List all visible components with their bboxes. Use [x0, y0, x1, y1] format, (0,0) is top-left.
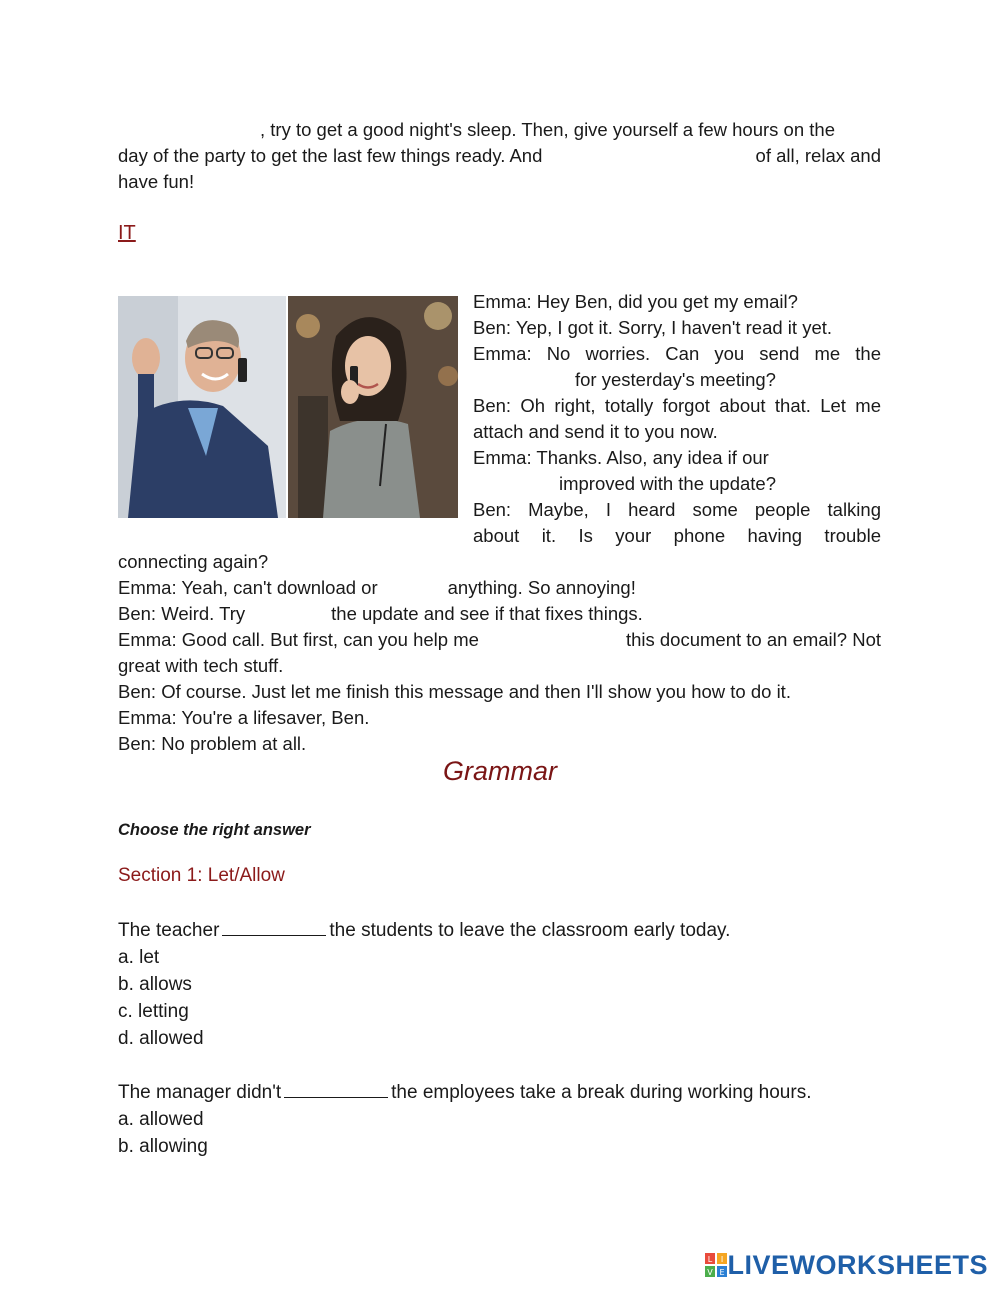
svg-text:V: V [707, 1268, 714, 1277]
section-title: Section 1: Let/Allow [118, 865, 285, 886]
dialogue-line: Ben: Weird. Try the update and see if that fixes things. [118, 603, 643, 624]
svg-text:I: I [721, 1255, 724, 1264]
intro-paragraph [118, 117, 881, 195]
dialogue-line: about it. Is your phone having trouble [473, 525, 881, 546]
liveworksheets-logo [705, 1250, 988, 1280]
dialogue-line: improved with the update? [559, 473, 776, 494]
question-1-option-d[interactable]: d. allowed [118, 1028, 204, 1049]
question-2-blank[interactable] [284, 1083, 388, 1098]
man-raised-hand [132, 338, 160, 378]
dialogue-right-column [473, 289, 881, 549]
question-1-option-c[interactable]: c. letting [118, 1001, 189, 1022]
question-1-blank[interactable] [222, 921, 326, 936]
dialogue-line: great with tech stuff. [118, 655, 284, 676]
liveworksheets-logo-icon [705, 1253, 727, 1277]
dialogue-line: attach and send it to you now. [473, 421, 718, 442]
dialogue-line: Ben: Oh right, totally forgot about that. Let me [473, 395, 881, 416]
dialogue-line: Emma: No worries. Can you send me the [473, 343, 881, 364]
question-2: The manager didn't the employees take a break during working hours. [118, 1082, 812, 1103]
question-1-option-a[interactable]: a. let [118, 947, 160, 968]
dialogue-line: Emma: Yeah, can't download or anything. So annoying! [118, 577, 636, 598]
question-1-option-b[interactable]: b. allows [118, 974, 192, 995]
dialogue-line: Ben: No problem at all. [118, 733, 307, 754]
dialogue-line: Emma: Good call. But first, can you help me this document to an email? Not [118, 629, 881, 650]
dialogue-line: Emma: Thanks. Also, any idea if our [473, 447, 769, 468]
grammar-instruction: Choose the right answer [118, 821, 311, 839]
dialogue-line: Ben: Yep, I got it. Sorry, I haven't read it yet. [473, 317, 833, 338]
svg-text:E: E [719, 1268, 725, 1277]
intro-line-3: have fun! [118, 171, 195, 192]
dialogue-line: Ben: Maybe, I heard some people talking [473, 499, 881, 520]
svg-text:L: L [708, 1255, 713, 1264]
question-1: The teacher the students to leave the classroom early today. [118, 920, 731, 941]
dialogue-line: Emma: You're a lifesaver, Ben. [118, 707, 370, 728]
it-heading-link[interactable]: IT [118, 222, 136, 244]
intro-line-2: day of the party to get the last few things ready. And of all, relax and [118, 145, 881, 166]
dialogue-line: Ben: Of course. Just let me finish this message and then I'll show you how to do it. [118, 681, 791, 702]
dialogue-line: for yesterday's meeting? [575, 369, 776, 390]
man-phone [238, 358, 247, 382]
grammar-title: Grammar [443, 756, 557, 786]
liveworksheets-logo-text: LIVEWORKSHEETS [727, 1249, 988, 1280]
dialogue-line: connecting again? [118, 551, 269, 572]
intro-line-1: , try to get a good night's sleep. Then, give yourself a few hours on the [260, 119, 835, 140]
phone-call-photo [118, 296, 458, 518]
dialogue-line: Emma: Hey Ben, did you get my email? [473, 291, 798, 312]
question-2-option-a[interactable]: a. allowed [118, 1109, 204, 1130]
question-2-option-b[interactable]: b. allowing [118, 1136, 208, 1157]
dialogue-full-width [118, 549, 881, 757]
woman-top [323, 419, 420, 518]
